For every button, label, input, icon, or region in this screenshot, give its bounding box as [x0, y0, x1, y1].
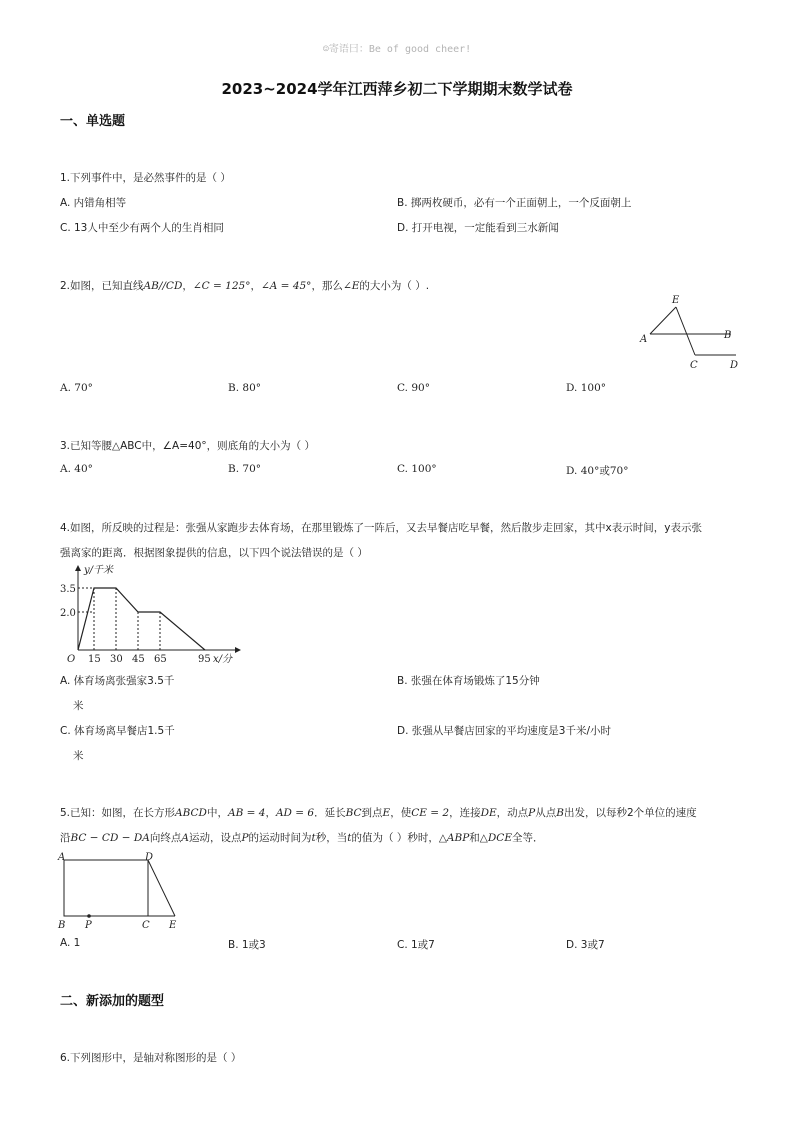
q5-text: 全等． [512, 832, 544, 844]
question-4-stem-line-1: 4.如图，所反映的过程是：张强从家跑步去体育场，在那里锻炼了一阵后，又去早餐店吃早餐，然后散步走回家，其中x表示时间，y表示张 [60, 522, 702, 534]
q5-text: 向终点 [149, 832, 182, 844]
question-2-stem-text: 的大小为（ ）. [359, 280, 430, 292]
question-2-option-d[interactable]: D. 100° [566, 382, 607, 394]
question-5-option-c[interactable]: C. 1或7 [397, 939, 435, 951]
question-4-stem-line-2: 强离家的距离．根据图象提供的信息，以下四个说法错误的是（ ） [60, 547, 368, 559]
question-2-stem-text: ，那么 [311, 280, 343, 292]
x-tick-label: 15 [88, 654, 101, 665]
q5-text: 出发，以每秒2个单位的速度 [563, 807, 697, 819]
question-2-stem-text: 2.如图，已知直线 [60, 280, 144, 292]
q5-text: 的值为（ ）秒时， [351, 832, 439, 844]
segment-de [148, 860, 175, 916]
label-e: E [672, 295, 680, 306]
q5-math: A [181, 832, 189, 844]
origin-label: O [67, 654, 76, 665]
q5-math: DE [480, 807, 497, 819]
y-tick-label: 3.5 [60, 584, 76, 595]
segment-ec [676, 307, 695, 355]
q5-text: ， [265, 807, 276, 819]
q5-text: 中， [206, 807, 228, 819]
question-5-option-b[interactable]: B. 1或3 [228, 939, 266, 951]
x-tick-label: 45 [132, 654, 145, 665]
question-2-math-angle-a: ∠A = 45° [260, 280, 312, 292]
q5-math: t [311, 832, 316, 844]
q5-math: B [556, 807, 564, 819]
question-2-option-c[interactable]: C. 90° [397, 382, 430, 394]
page-title: 2023~2024学年江西萍乡初二下学期期末数学试卷 [221, 80, 573, 98]
q5-math: P [528, 807, 536, 819]
question-6-stem: 6.下列图形中，是轴对称图形的是（ ） [60, 1052, 242, 1064]
question-2-option-b[interactable]: B. 80° [228, 382, 262, 394]
question-2-option-a[interactable]: A. 70° [60, 382, 93, 394]
x-tick-label: 65 [154, 654, 167, 665]
q5-math: △ABP [438, 832, 470, 844]
distance-curve [78, 588, 205, 650]
q5-math: ABCD [175, 807, 207, 819]
label-c: C [690, 360, 698, 371]
q5-math: t [347, 832, 352, 844]
question-5-stem-line-1 [60, 805, 697, 820]
question-4-option-d[interactable]: D. 张强从早餐店回家的平均速度是3千米/小时 [397, 725, 611, 737]
label-d: D [730, 360, 739, 371]
section-heading-single-choice: 一、单选题 [60, 114, 126, 129]
q5-text: ．延长 [314, 807, 346, 819]
point-p [87, 914, 91, 918]
q5-text: 到点 [361, 807, 383, 819]
question-1-option-a[interactable]: A. 内错角相等 [60, 197, 127, 209]
question-5-option-a[interactable]: A. 1 [60, 937, 81, 949]
question-3-option-a[interactable]: A. 40° [60, 463, 93, 475]
question-2-math-angle-e: ∠E [342, 280, 360, 292]
motto-header: ☺寄语曰：Be of good cheer! [322, 44, 472, 55]
q5-text: 从点 [535, 807, 557, 819]
question-4-option-a-cont: 米 [73, 700, 84, 712]
q5-text: 运动，设点 [188, 832, 242, 844]
y-axis-arrow [75, 565, 81, 571]
question-3-option-b[interactable]: B. 70° [228, 463, 262, 475]
y-axis-label: y/千米 [84, 565, 114, 576]
question-4-option-b[interactable]: B. 张强在体育场锻炼了15分钟 [397, 675, 540, 687]
label-d: D [145, 852, 154, 863]
question-3-option-c[interactable]: C. 100° [397, 463, 437, 475]
question-2-separator: ， [250, 280, 261, 292]
label-e: E [169, 920, 177, 931]
question-3-stem: 3.已知等腰△ABC中，∠A=40°，则底角的大小为（ ） [60, 440, 315, 452]
q5-text: 沿 [60, 832, 71, 844]
question-5-rectangle-figure [56, 850, 186, 932]
q5-math: AB = 4 [227, 807, 266, 819]
question-4-option-a[interactable]: A. 体育场离张强家3.5千 [60, 675, 175, 687]
q5-math: BC − CD − DA [70, 832, 150, 844]
label-a: A [640, 334, 648, 345]
label-b: B [724, 330, 732, 341]
question-1-option-c[interactable]: C. 13人中至少有两个人的生肖相同 [60, 222, 224, 234]
label-c: C [142, 920, 150, 931]
label-p: P [85, 920, 92, 931]
q5-text: 秒，当 [315, 832, 348, 844]
q5-math: AD = 6 [275, 807, 315, 819]
label-b: B [58, 920, 66, 931]
q5-text: 的运动时间为 [248, 832, 312, 844]
q5-text: 5.已知：如图，在长方形 [60, 807, 176, 819]
question-2-math-angle-c: ∠C = 125° [192, 280, 251, 292]
rectangle-abcd [64, 860, 148, 916]
q5-math: △DCE [479, 832, 512, 844]
x-tick-label: 95 [198, 654, 211, 665]
question-2-separator: ， [182, 280, 193, 292]
q5-text: 和 [469, 832, 480, 844]
q5-text: ，动点 [496, 807, 529, 819]
x-axis-arrow [235, 647, 241, 653]
q5-text: ，使 [390, 807, 412, 819]
x-tick-label: 30 [110, 654, 123, 665]
question-4-option-c-cont: 米 [73, 750, 84, 762]
q5-math: BC [345, 807, 362, 819]
x-axis-label: x/分 [213, 654, 233, 665]
question-1-option-d[interactable]: D. 打开电视，一定能看到三水新闻 [397, 222, 559, 234]
segment-ea [650, 307, 676, 334]
q5-math: E [382, 807, 391, 819]
question-1-option-b[interactable]: B. 掷两枚硬币，必有一个正面朝上，一个反面朝上 [397, 197, 632, 209]
question-1-stem: 1.下列事件中，是必然事件的是（ ） [60, 172, 231, 184]
label-a: A [58, 852, 66, 863]
question-4-distance-time-graph [60, 562, 250, 670]
q5-math: P [241, 832, 249, 844]
question-4-option-c[interactable]: C. 体育场离早餐店1.5千 [60, 725, 175, 737]
question-2-math-parallel: AB//CD [143, 280, 183, 292]
q5-text: ，连接 [449, 807, 481, 819]
q5-math: CE = 2 [411, 807, 450, 819]
question-3-option-d[interactable]: D. 40°或70° [566, 465, 629, 477]
question-5-option-d[interactable]: D. 3或7 [566, 939, 605, 951]
question-2-stem [60, 278, 429, 293]
y-tick-label: 2.0 [60, 608, 76, 619]
question-2-figure [638, 292, 748, 372]
section-heading-new-type: 二、新添加的题型 [60, 994, 165, 1009]
question-5-stem-line-2 [60, 830, 544, 845]
